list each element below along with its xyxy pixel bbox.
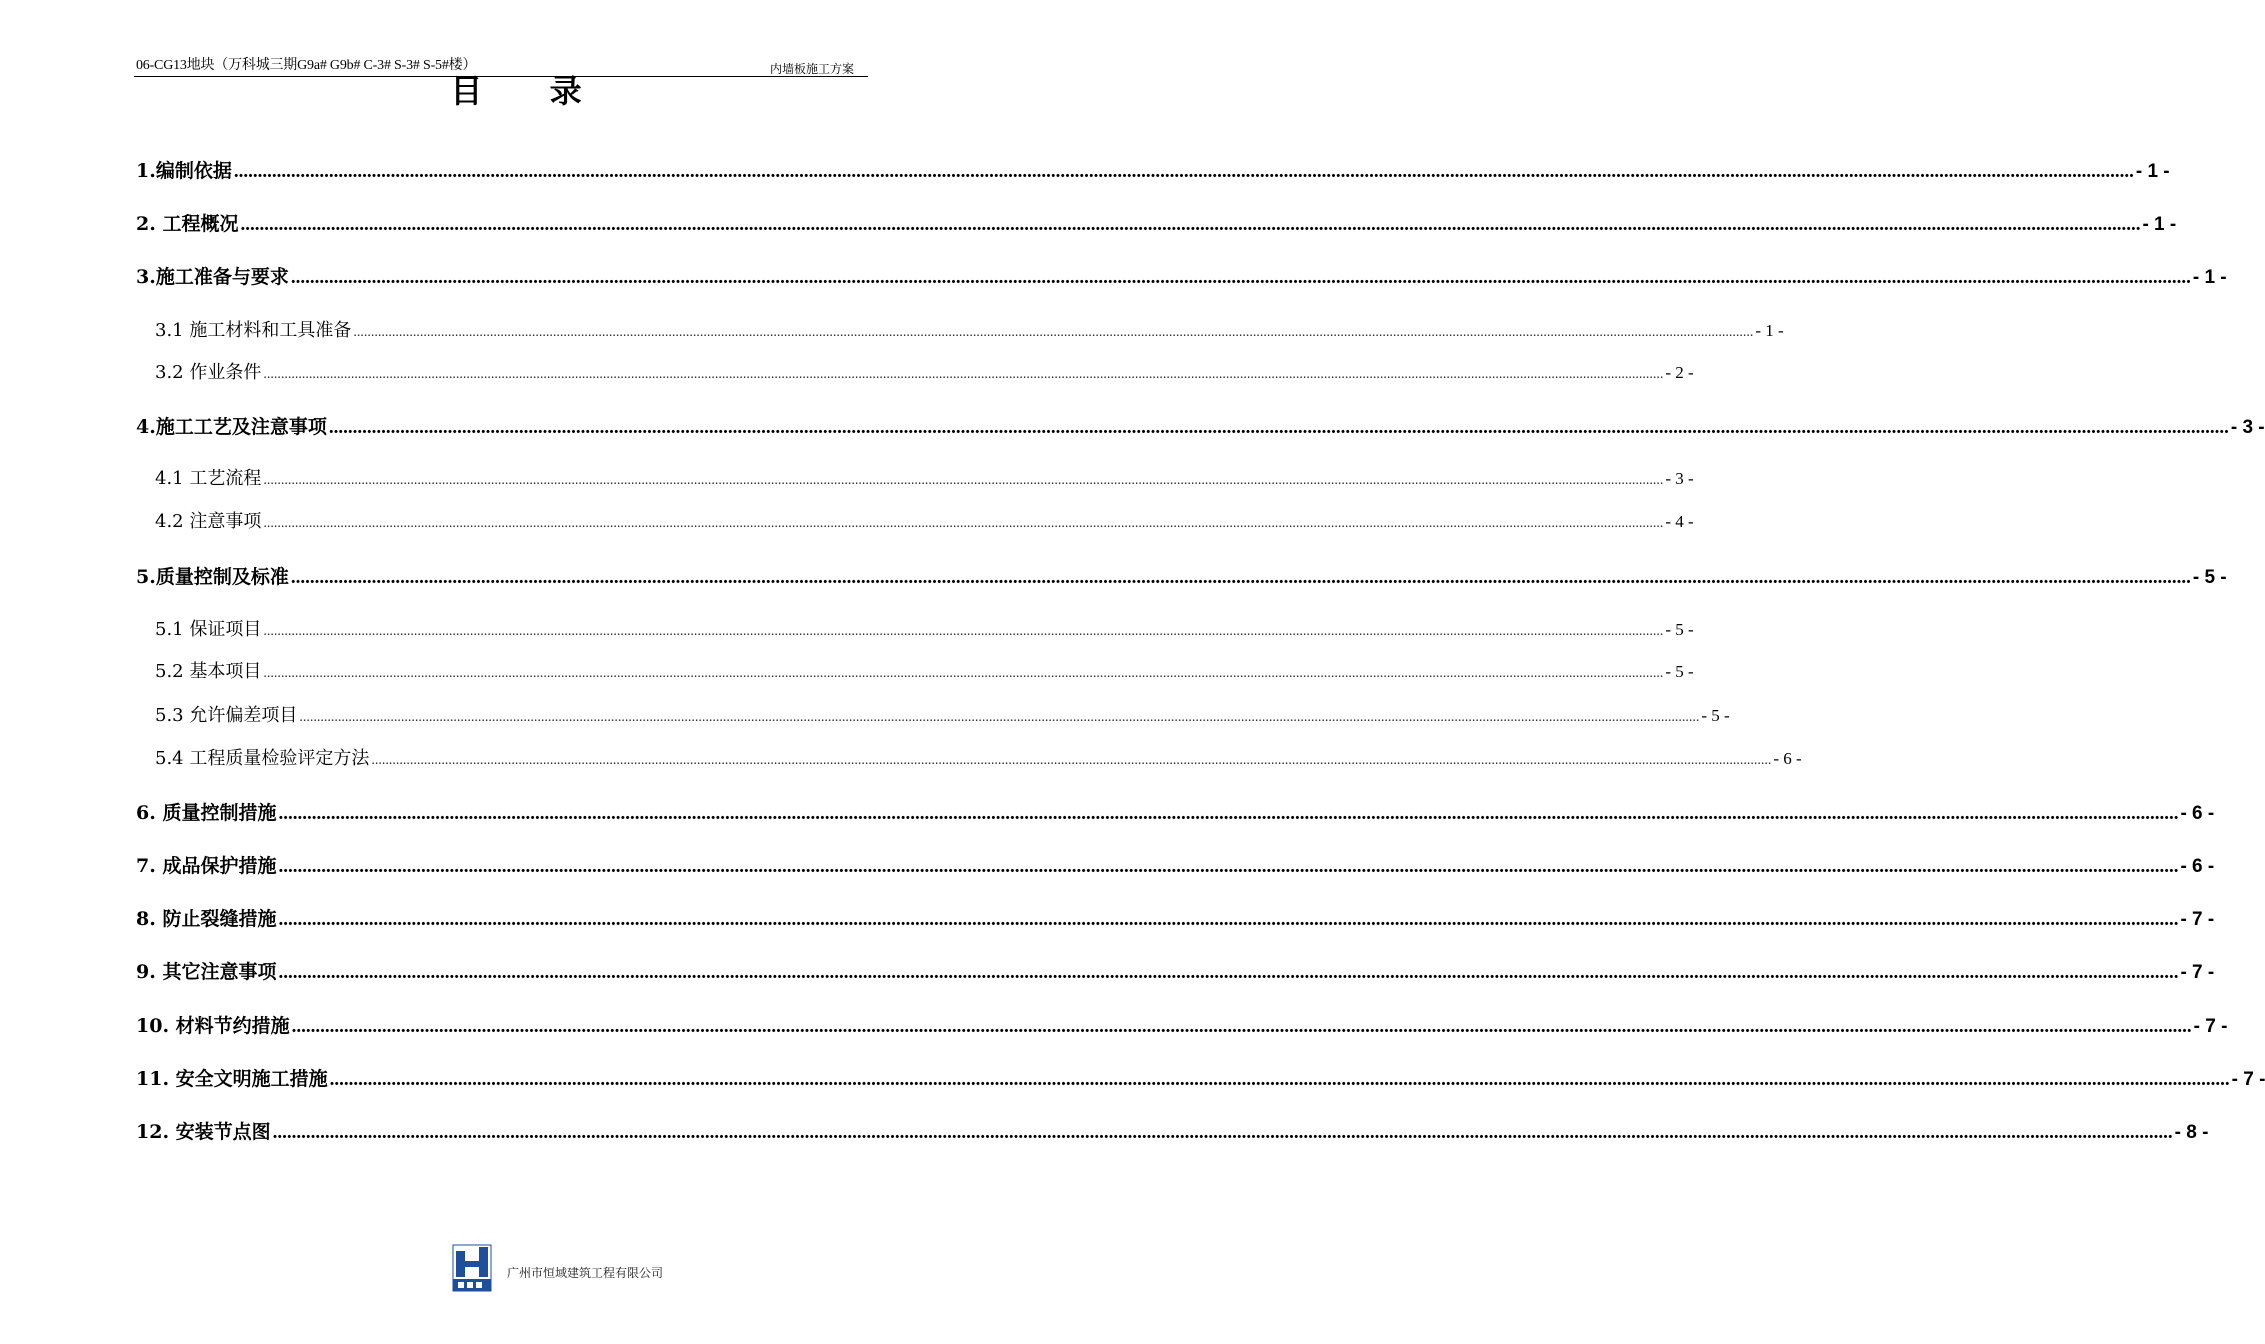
toc-entry-label: 10. 材料节约措施 [136, 1015, 290, 1037]
toc-entry-page-number: - 5 - [1665, 620, 1694, 639]
toc-entry[interactable] [155, 615, 1694, 641]
toc-entry-page-number: - 6 - [2180, 803, 2215, 824]
toc-entry[interactable] [136, 209, 2177, 236]
toc-dot-leader: ................................................................................................................................................................................................................................................................................................................................................................................................................ [291, 1016, 2192, 1037]
toc-dot-leader: ................................................................................................................................................................................................................................................................................................................................................................................................................ [240, 214, 2141, 235]
toc-entry-label: 6. 质量控制措施 [136, 802, 277, 824]
toc-entry-page-number: - 5 - [2192, 567, 2227, 588]
toc-entry-label: 7. 成品保护措施 [136, 855, 277, 877]
toc-entry[interactable] [136, 562, 2227, 589]
toc-entry-label: 4.2 注意事项 [155, 511, 262, 532]
toc-entry-page-number: - 1 - [1755, 321, 1784, 340]
toc-dot-leader: ................................................................................................................................................................................................................................................................................................................................................................................................................ [299, 710, 1700, 725]
toc-entry-label: 9. 其它注意事项 [136, 961, 277, 983]
toc-entry[interactable] [136, 851, 2215, 878]
toc-entry-label: 8. 防止裂缝措施 [136, 908, 277, 930]
toc-entry-page-number: - 3 - [1665, 469, 1694, 488]
toc-entry-page-number: - 3 - [2230, 417, 2265, 438]
toc-entry-page-number: - 1 - [2142, 214, 2177, 235]
toc-entry[interactable] [136, 1064, 2265, 1091]
header-project-name: 06-CG13地块（万科城三期G9a# G9b# C-3# S-3# S-5#楼） [136, 58, 477, 73]
toc-dot-leader: ................................................................................................................................................................................................................................................................................................................................................................................................................ [278, 856, 2179, 877]
toc-entry[interactable] [136, 412, 2265, 439]
toc-entry[interactable] [136, 957, 2215, 984]
company-logo-icon [453, 1245, 491, 1291]
toc-dot-leader: ................................................................................................................................................................................................................................................................................................................................................................................................................ [290, 267, 2191, 288]
toc-entry-label: 3.1 施工材料和工具准备 [155, 320, 352, 341]
toc-entry-page-number: - 1 - [2192, 267, 2227, 288]
toc-dot-leader: ................................................................................................................................................................................................................................................................................................................................................................................................................ [272, 1122, 2173, 1143]
toc-entry-page-number: - 7 - [2180, 909, 2215, 930]
toc-entry[interactable] [155, 464, 1694, 490]
toc-entry-page-number: - 4 - [1665, 512, 1694, 531]
toc-entry-page-number: - 7 - [2231, 1069, 2265, 1090]
toc-dot-leader: ................................................................................................................................................................................................................................................................................................................................................................................................................ [290, 567, 2191, 588]
toc-dot-leader: ................................................................................................................................................................................................................................................................................................................................................................................................................ [233, 161, 2134, 182]
toc-entry-label: 5.2 基本项目 [155, 661, 262, 682]
toc-dot-leader: ................................................................................................................................................................................................................................................................................................................................................................................................................ [329, 1069, 2230, 1090]
toc-entry-label: 2. 工程概况 [136, 213, 239, 235]
toc-entry[interactable] [136, 156, 2170, 183]
toc-entry[interactable] [155, 744, 1802, 770]
toc-entry[interactable] [155, 358, 1694, 384]
toc-entry-label: 12. 安装节点图 [136, 1121, 271, 1143]
toc-entry[interactable] [136, 1117, 2209, 1144]
toc-entry-page-number: - 7 - [2193, 1016, 2228, 1037]
toc-entry-label: 3.施工准备与要求 [136, 266, 289, 288]
toc-entry[interactable] [155, 316, 1784, 342]
toc-dot-leader: ................................................................................................................................................................................................................................................................................................................................................................................................................ [371, 753, 1772, 768]
toc-entry-label: 5.4 工程质量检验评定方法 [155, 748, 370, 769]
toc-dot-leader: ................................................................................................................................................................................................................................................................................................................................................................................................................ [278, 909, 2179, 930]
toc-entry-page-number: - 1 - [2135, 161, 2170, 182]
toc-entry[interactable] [155, 507, 1694, 533]
toc-entry[interactable] [136, 798, 2215, 825]
toc-entry[interactable] [136, 904, 2215, 931]
toc-dot-leader: ................................................................................................................................................................................................................................................................................................................................................................................................................ [263, 666, 1664, 681]
toc-entry-page-number: - 5 - [1665, 662, 1694, 681]
toc-entry-label: 3.2 作业条件 [155, 362, 262, 383]
toc-entry-label: 11. 安全文明施工措施 [136, 1068, 328, 1090]
toc-dot-leader: ................................................................................................................................................................................................................................................................................................................................................................................................................ [263, 473, 1664, 488]
toc-dot-leader: ................................................................................................................................................................................................................................................................................................................................................................................................................ [263, 624, 1664, 639]
toc-entry-label: 5.1 保证项目 [155, 619, 262, 640]
toc-entry[interactable] [136, 262, 2227, 289]
toc-entry-page-number: - 8 - [2174, 1122, 2209, 1143]
toc-entry-page-number: - 5 - [1701, 706, 1730, 725]
toc-entry-page-number: - 2 - [1665, 363, 1694, 382]
toc-entry-page-number: - 7 - [2180, 962, 2215, 983]
toc-entry[interactable] [136, 1011, 2228, 1038]
toc-dot-leader: ................................................................................................................................................................................................................................................................................................................................................................................................................ [263, 516, 1664, 531]
toc-entry-page-number: - 6 - [1773, 749, 1802, 768]
toc-entry[interactable] [155, 657, 1694, 683]
toc-entry-label: 1.编制依据 [136, 160, 232, 182]
toc-entry-label: 4.施工工艺及注意事项 [136, 416, 327, 438]
toc-dot-leader: ................................................................................................................................................................................................................................................................................................................................................................................................................ [263, 367, 1664, 382]
toc-dot-leader: ................................................................................................................................................................................................................................................................................................................................................................................................................ [278, 803, 2179, 824]
header-document-name: 内墙板施工方案 [769, 62, 854, 76]
page-title: 目 录 [450, 72, 610, 110]
toc-entry[interactable] [155, 701, 1730, 727]
toc-dot-leader: ................................................................................................................................................................................................................................................................................................................................................................................................................ [353, 325, 1754, 340]
toc-entry-label: 4.1 工艺流程 [155, 468, 262, 489]
footer-company-name: 广州市恒域建筑工程有限公司 [507, 1266, 664, 1280]
toc-entry-label: 5.3 允许偏差项目 [155, 705, 298, 726]
toc-dot-leader: ................................................................................................................................................................................................................................................................................................................................................................................................................ [278, 962, 2179, 983]
toc-entry-page-number: - 6 - [2180, 856, 2215, 877]
toc-dot-leader: ................................................................................................................................................................................................................................................................................................................................................................................................................ [328, 417, 2229, 438]
toc-entry-label: 5.质量控制及标准 [136, 566, 289, 588]
